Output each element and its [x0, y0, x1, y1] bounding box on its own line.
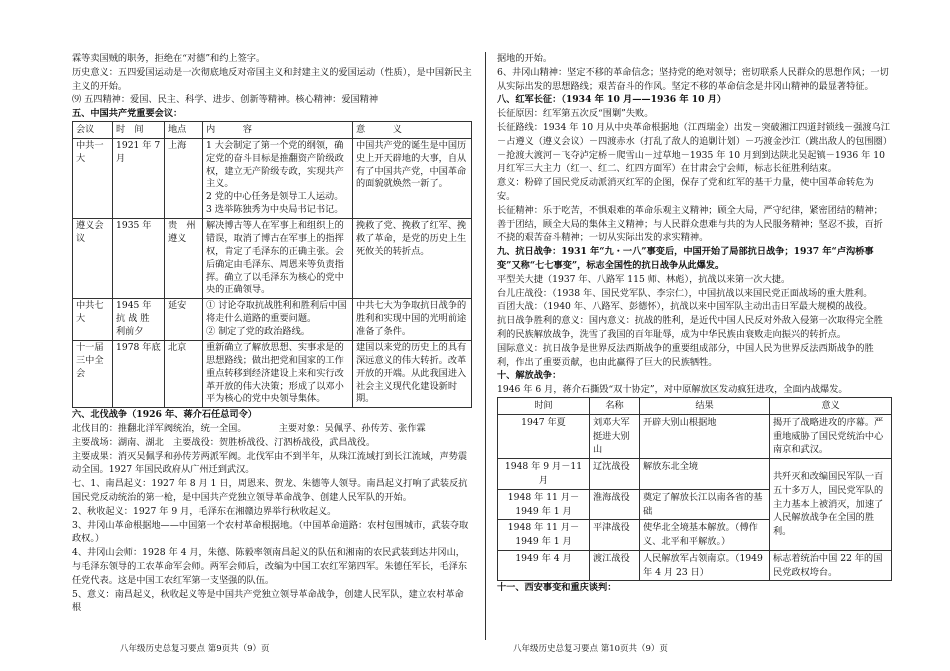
table-row	[73, 340, 472, 407]
place-cell: 延安	[165, 299, 203, 341]
text-line: 七、1、南昌起义：1927 年 8 月 1 日，周恩来、贺龙、朱德等人领导。南昌起义打响了武装反抗国民党反动统治的第一枪，是中国共产党独立领导革命战争、创建人民军队的开始。	[72, 478, 468, 504]
section-heading: 十、解放战争：	[497, 370, 562, 382]
cpc-heading: 五、中国共产党重要会议：	[72, 108, 183, 120]
col-header: 时间	[498, 397, 590, 414]
col-header: 会议	[73, 121, 113, 138]
time-cell: 1948 年 11 月－1949 年 1 月	[498, 489, 590, 520]
name-cell: 平津战役	[590, 520, 640, 551]
time-cell: 1945 年 抗 战 胜 利前夕	[113, 299, 165, 341]
col-header: 名称	[590, 397, 640, 414]
time-cell: 1978 年底	[113, 340, 165, 407]
place-cell: 北京	[165, 340, 203, 407]
meeting-cell: 中共七大	[73, 299, 113, 341]
meaning-cell: 揭开了战略进攻的序幕。严重地威胁了国民党统治中心南京和武汉。	[770, 414, 892, 458]
meeting-cell: 十一届三中全会	[73, 340, 113, 407]
right-top-text	[497, 52, 892, 397]
content-line: 重新确立了解放思想、实事求是的思想路线；做出把党和国家的工作重点转移到经济建设上来和实行改革开放的伟大决策；形成了以邓小平为核心的党中央领导集体。	[206, 341, 344, 405]
content-cell	[203, 299, 353, 341]
place-cell: 贵 州 遵义	[165, 219, 203, 299]
name-cell: 渡江战役	[590, 550, 640, 581]
table-row	[498, 459, 892, 490]
content-cell	[203, 219, 353, 299]
text-line: 长征精神：乐于吃苦，不惧艰难的革命乐观主义精神；顾全大局，严守纪律，紧密团结的精神；善于团结，顾全大局的集体主义精神；与人民群众患难与共的为人民服务精神；坚忍不拔，百折不挠的艰苦奋斗精神；一切从实际出发的求实精神。	[497, 204, 883, 244]
page-divider	[485, 52, 486, 640]
section-heading: 八、红军长征：（1934 年 10 月——1936 年 10 月）	[497, 94, 727, 106]
time-cell: 1949 年 4 月	[498, 550, 590, 581]
intro-line: 霖等卖国贼的职务，拒绝在“对德”和约上签字。	[72, 53, 266, 64]
result-cell: 解放东北全境	[640, 459, 770, 490]
text-line: 主要成果：消灭吴佩孚和孙传芳两派军阀。北伐军由不到半年，从珠江流域打到长江流域，声势震动全国。1927 年国民政府从广州迁到武汉。	[72, 450, 468, 476]
content-line: 解决博古等人在军事上和组织上的错误，取消了博古在军事上的指挥权，肯定了毛泽东的正确主张。会后确定由毛泽东、周恩来等负责指挥。确立了以毛泽东为核心的党中央的正确领导。	[206, 220, 344, 296]
section-heading: 九、抗日战争：1931 年“九・一八”事变后，中国开始了局部抗日战争；1937 年“卢沟桥事变”又称“七七事变”，标志全国性的抗日战争从此爆发。	[497, 246, 874, 271]
result-cell: 开辟大别山根据地	[640, 414, 770, 458]
meaning-cell: 共歼灭和改编国民军队一百五十多万人，国民党军队的主力基本上被消灭，加速了人民解放战争在全国的胜利。	[770, 459, 892, 551]
text-line: 北伐目的：推翻北洋军阀统治，统一全国。 主要对象：吴佩孚、孙传芳、张作霖	[72, 423, 426, 435]
text-line: 3、井冈山革命根据地——中国第一个农村革命根据地。（中国革命道路：农村包围城市，武装夺取政权。）	[72, 519, 469, 545]
text-line: 主要战场：湖南、湖北 主要战役：贺胜桥战役、汀泗桥战役，武昌战役。	[72, 436, 376, 448]
significance-cell: 中共七大为争取抗日战争的胜利和实现中国的光明前途准备了条件。	[353, 299, 472, 341]
footer-right: 八年级历史总复习要点 第10页共（9）页	[513, 644, 668, 654]
intro-line: 历史意义：五四爱国运动是一次彻底地反对帝国主义和封建主义的爱国运动（性质），是中国新民主主义的开始。	[72, 66, 472, 92]
section-heading: 六、北伐战争（1926 年、蒋介石任总司令）	[72, 409, 257, 421]
content-line: ① 讨论夺取抗战胜利和胜利后中国将走什么道路的重要问题。	[206, 300, 347, 325]
time-cell: 1948 年 11 月－1949 年 1 月	[498, 520, 590, 551]
text-line: 长征路线：1934 年 10 月从中央革命根据地（江西瑞金）出发－突破湘江四道封锁线－强渡乌江－占遵义（遵义会议）－四渡赤水（打乱了敌人的追剿计划）－巧渡金沙江（跳出敌人的包围圈）－抢渡大渡河－飞夺泸定桥－爬雪山－过草地－1935 年 10 月到到达陕北吴起镇－1936 年 10 月红军三大主力（红一、红二、红四方面军）在甘肃会宁会师，标志长征胜利结束。	[497, 121, 890, 175]
text-line: 据地的开始。	[497, 53, 553, 64]
text-line: 平型关大捷（1937 年、八路军 115 师、林彪），抗战以来第一次大捷。	[497, 273, 791, 285]
result-cell: 奠定了解放长江以南各省的基础	[640, 489, 770, 520]
left-page	[72, 52, 472, 643]
text-line: 4、井冈山会师：1928 年 4 月，朱德、陈毅率领南昌起义的队伍和湘南的农民武装到达井冈山，与毛泽东领导的工农革命军会师。两军会师后，改编为中国工农红军第四军。朱德任军长，毛泽东任党代表。这是中国工农红军第一支坚强的队伍。	[72, 547, 468, 586]
meaning-cell: 标志着统治中国 22 年的国民党政权垮台。	[770, 550, 892, 581]
meeting-cell: 遵义会议	[73, 219, 113, 299]
content-line: 2 党的中心任务是领导工人运动。	[206, 191, 344, 203]
intro-line: ⑼ 五四精神：爱国、民主、科学、进步、创新等精神。核心精神：爱国精神	[72, 94, 379, 106]
significance-cell: 中国共产党的诞生是中国历史上开天辟地的大事，自从有了中国共产党，中国革命的面貌就焕然一新了。	[353, 138, 472, 218]
section-eleven-heading: 十一、西安事变和重庆谈判：	[497, 582, 617, 594]
text-line: 1946 年 6 月，蒋介石撕毁“双十协定”，对中原解放区发动疯狂进攻，全面内战爆发。	[497, 384, 848, 396]
name-cell: 淮海战役	[590, 489, 640, 520]
text-line: 抗日战争胜利的意义：国内意义：抗战的胜利，是近代中国人民反对外敌入侵第一次取得完全胜利的民族解放战争，洗雪了我国的百年耻辱，成为中华民族由衰败走向振兴的转折点。	[497, 315, 883, 340]
cpc-meetings-table	[72, 121, 472, 408]
content-line: 1 大会制定了第一个党的纲领，确定党的奋斗目标是推翻资产阶级政权，建立无产阶级专政，实现共产主义。	[206, 139, 344, 190]
result-cell: 人民解放军占领南京。（1949 年 4 月 23 日）	[640, 550, 770, 581]
section-six-to-seven	[72, 408, 472, 615]
significance-cell: 建国以来党的历史上的具有深远意义的伟大转折。改革开放的开端。从此我国进入社会主义现代化建设新时期。	[353, 340, 472, 407]
table-header-row	[498, 397, 892, 414]
text-line: 6、井冈山精神：坚定不移的革命信念；坚持党的绝对领导；密切联系人民群众的思想作风；一切从实际出发的思想路线；艰苦奋斗的作风。坚定不移的革命信念是井冈山精神的最显著特征。	[497, 66, 889, 92]
text-line: 国际意义：抗日战争是世界反法西斯战争的重要组成部分，中国人民为世界反法西斯战争的胜利，作出了重要贡献，也由此赢得了巨大的民族牺牲。	[497, 342, 874, 368]
name-cell: 辽沈战役	[590, 459, 640, 490]
name-cell: 刘邓大军挺进大别山	[590, 414, 640, 458]
time-cell: 1948 年 9 月－11 月	[498, 459, 590, 490]
col-header: 时 间	[113, 121, 165, 138]
col-header: 内 容	[203, 121, 353, 138]
col-header: 意 义	[353, 121, 472, 138]
content-cell	[203, 340, 353, 407]
text-line: 长征原因：红军第五次反“围剿”失败。	[497, 108, 654, 120]
table-row	[498, 550, 892, 581]
right-page	[497, 52, 892, 643]
content-line: 3 选举陈独秀为中央局书记书记。	[206, 204, 344, 216]
liberation-war-table	[497, 397, 892, 582]
place-cell: 上海	[165, 138, 203, 218]
time-cell: 1935 年	[113, 219, 165, 299]
col-header: 结果	[640, 397, 770, 414]
table-row	[73, 299, 472, 341]
table-row	[73, 219, 472, 299]
col-header: 地点	[165, 121, 203, 138]
col-header: 意义	[770, 397, 892, 414]
significance-cell: 挽救了党、挽救了红军、挽救了革命，是党的历史上生死攸关的转折点。	[353, 219, 472, 299]
text-line: 台儿庄战役：（1938 年、国民党军队、李宗仁），中国抗战以来国民党正面战场的重大胜利。	[497, 287, 873, 299]
content-cell	[203, 138, 353, 218]
content-line: ② 制定了党的政治路线。	[206, 326, 310, 338]
meeting-cell: 中共一大	[73, 138, 113, 218]
footer-left: 八年级历史总复习要点 第9页共（9）页	[120, 644, 270, 654]
text-line: 2、秋收起义：1927 年 9 月，毛泽东在湘赣边界举行秋收起义。	[72, 505, 337, 517]
time-cell: 1947 年夏	[498, 414, 590, 458]
text-line: 意义：粉碎了国民党反动派消灭红军的企图，保存了党和红军的基干力量，使中国革命转危为安。	[497, 177, 874, 202]
time-cell: 1921 年 7月	[113, 138, 165, 218]
result-cell: 使华北全境基本解放。（傅作义、北平和平解放。）	[640, 520, 770, 551]
table-header-row	[73, 121, 472, 138]
text-line: 百团大战：（1940 年、八路军、彭德怀），抗战以来中国军队主动出击日军最大规模的战役。	[497, 301, 873, 313]
table-row	[73, 138, 472, 218]
table-row	[498, 414, 892, 458]
text-line: 5、意义：南昌起义，秋收起义等是中国共产党独立领导革命战争，创建人民军队，建立农村革命根	[72, 588, 464, 614]
